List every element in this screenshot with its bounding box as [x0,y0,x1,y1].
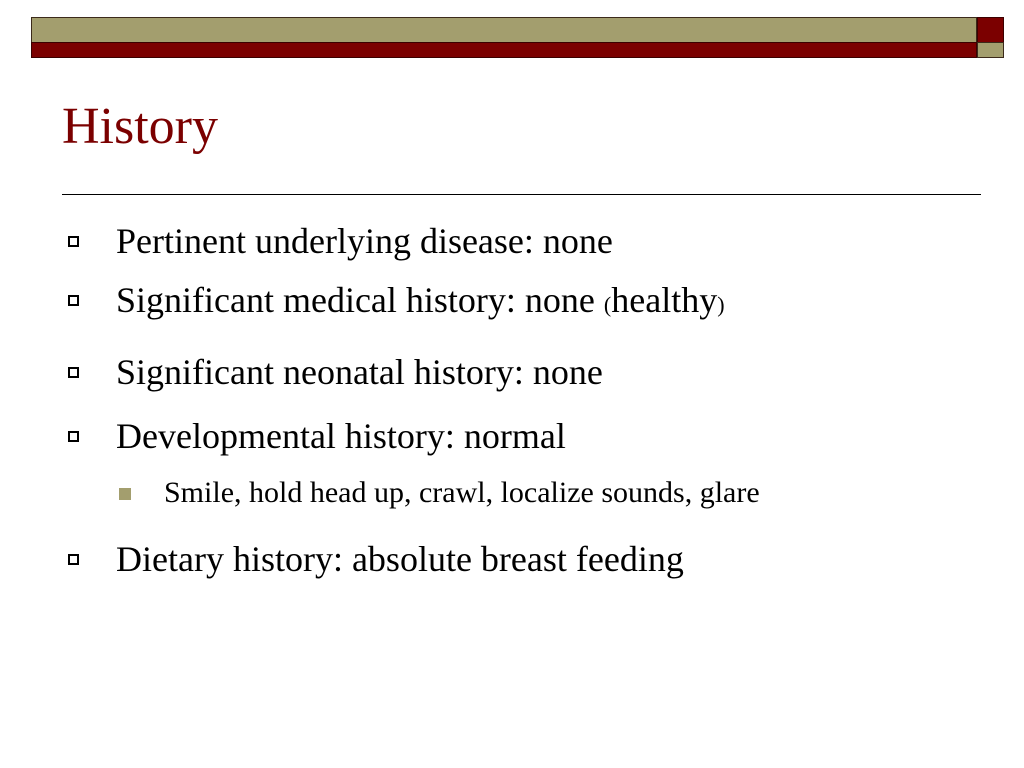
bullet-paren-text: healthy [611,280,718,320]
bullet-text: Significant medical history: none [116,280,604,320]
hollow-square-bullet-icon [68,367,79,378]
bullet-item [116,414,566,458]
header-band-red [31,42,977,58]
hollow-square-bullet-icon [68,554,79,565]
title-divider [62,194,981,195]
header-band-olive [31,17,977,43]
hollow-square-bullet-icon [68,295,79,306]
hollow-square-bullet-icon [68,431,79,442]
sub-bullet-item [164,475,760,511]
bullet-item [116,219,613,263]
sub-bullet-text: Smile, hold head up, crawl, localize sounds, glare [164,476,760,509]
bullet-item [116,278,725,327]
paren-close: ) [717,292,725,317]
bullet-item [116,537,684,581]
hollow-square-bullet-icon [68,236,79,247]
header-corner-olive [977,42,1004,58]
bullet-text: Pertinent underlying disease: none [116,221,613,261]
paren-open: ( [603,292,612,317]
bullet-text: Dietary history: absolute breast feeding [116,539,684,579]
bullet-text: Significant neonatal history: none [116,352,603,392]
bullet-text: Developmental history: normal [116,416,566,456]
slide-title: History [62,98,218,155]
filled-square-bullet-icon [119,488,131,500]
bullet-item [116,350,603,394]
header-corner-red [977,17,1004,43]
